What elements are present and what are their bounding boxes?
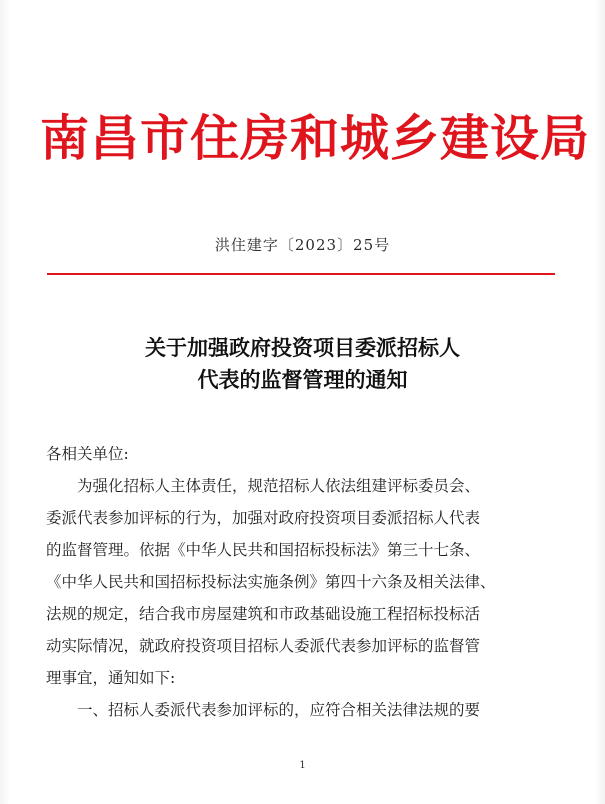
paragraph-2	[46, 694, 564, 726]
paragraph-1-line: 法规的规定，结合我市房屋建筑和市政基础设施工程招标投标活	[46, 605, 481, 623]
document-title	[0, 332, 605, 396]
title-line-1: 关于加强政府投资项目委派招标人	[145, 335, 460, 360]
paragraph-2-line: 一、招标人委派代表参加评标的，应符合相关法律法规的要	[77, 701, 481, 719]
paragraph-1-line: 委派代表参加评标的行为，加强对政府投资项目委派招标人代表	[46, 509, 481, 527]
paragraph-1-line: 的监督管理。依据《中华人民共和国招标投标法》第三十七条、	[46, 541, 481, 559]
paragraph-1-line: 为强化招标人主体责任，规范招标人依法组建评标委员会、	[77, 477, 481, 495]
title-line-2: 代表的监督管理的通知	[197, 367, 408, 392]
addressee: 各相关单位:	[46, 445, 129, 463]
letterhead-red-rule	[47, 273, 555, 275]
document-body	[46, 438, 564, 726]
page-number: 1	[299, 760, 306, 771]
paragraph-1-line: 理事宜，通知如下:	[46, 669, 176, 687]
document-number: 洪住建字〔2023〕25号	[214, 236, 391, 254]
letterhead-agency-name: 南昌市住房和城乡建设局	[40, 110, 591, 167]
paragraph-1-line: 《中华人民共和国招标投标法实施条例》第四十六条及相关法律、	[46, 573, 496, 591]
paragraph-1	[46, 470, 564, 694]
paragraph-1-line: 动实际情况，就政府投资项目招标人委派代表参加评标的监督管	[46, 637, 481, 655]
